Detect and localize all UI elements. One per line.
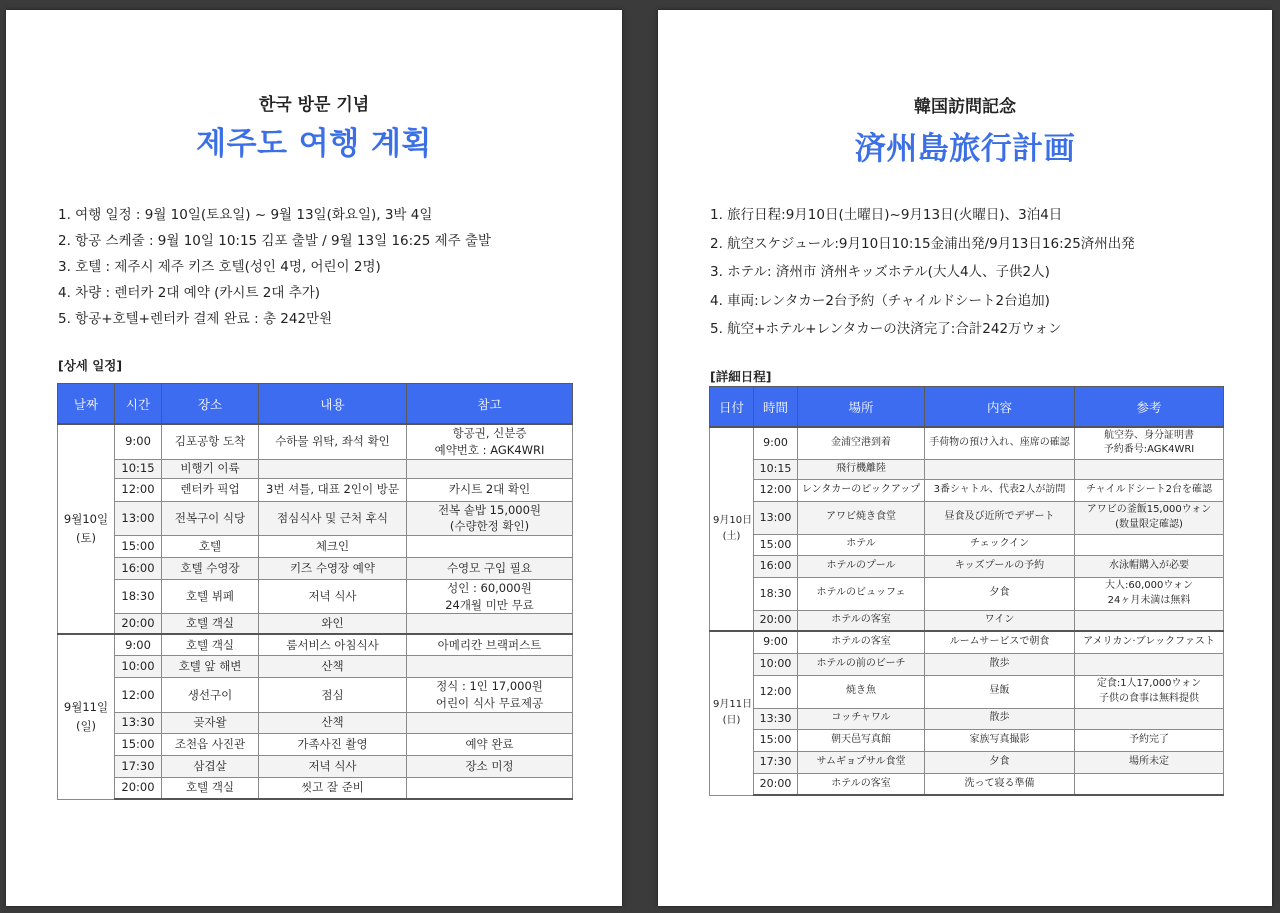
note-cell [407,478,573,501]
date-text: (日) [722,715,741,727]
note-line: 정식 : 1인 17,000원 [436,679,543,694]
trip-summary-list [58,202,491,332]
place-cell: ホテル [798,534,925,555]
content-cell: 산책 [259,712,407,733]
note-line: 予約番号:AGK4WRI [1103,444,1195,456]
document-page-japanese [658,10,1272,906]
time-cell: 13:00 [754,501,798,534]
table-row [58,733,573,755]
note-line: 수영모 구입 필요 [446,561,533,575]
place-cell: 김포공항 도착 [162,424,259,459]
summary-item: 4. 차량 : 렌터카 2대 예약 (카시트 2대 추가) [58,285,321,301]
table-row [710,427,1224,459]
summary-item: 3. ホテル: 済州市 済州キッズホテル(大人4人、子供2人) [710,264,1050,280]
time-cell: 12:00 [115,478,162,501]
note-cell [1075,577,1224,610]
note-cell [1075,427,1224,459]
content-cell: ルームサービスで朝食 [925,631,1075,653]
place-cell: 생선구이 [162,678,259,712]
place-cell: ホテルの客室 [798,610,925,631]
table-row [710,479,1224,501]
content-cell: 저녁 식사 [259,755,407,777]
note-cell [407,579,573,613]
place-cell: 朝天邑写真館 [798,729,925,751]
note-line: 24개월 미만 무료 [445,597,534,612]
summary-item: 2. 항공 스케줄 : 9월 10일 10:15 김포 출발 / 9월 13일 16:25 제주 출발 [58,233,492,249]
note-cell [407,535,573,557]
content-cell: 체크인 [259,535,407,557]
table-row [710,501,1224,534]
table-header-row [58,384,573,425]
note-line: (수량한정 확인) [449,519,530,534]
document-page-korean [6,10,622,906]
schedule-table [709,386,1224,796]
note-line: 定食:1人17,000ウォン [1096,678,1202,689]
content-cell: 3番シャトル、代表2人が訪問 [925,479,1075,501]
time-cell: 9:00 [115,424,162,459]
place-cell: 호텔 객실 [162,614,259,634]
content-cell: 昼食及び近所でデザート [925,501,1075,534]
note-cell [407,777,573,799]
note-line: チャイルドシート2台を確認 [1085,483,1213,495]
header-place: 장소 [162,384,259,425]
content-cell: 昼飯 [925,675,1075,708]
summary-item: 2. 航空スケジュール:9月10日10:15金浦出発/9月13日16:25済州出発 [710,235,1135,252]
time-cell: 13:00 [115,501,162,535]
place-cell: 비행기 이륙 [162,459,259,478]
content-cell: 점심식사 및 근처 후식 [259,501,407,535]
time-cell: 20:00 [115,614,162,634]
note-cell [1075,501,1224,534]
table-row [710,534,1224,555]
table-row [58,478,573,501]
time-cell: 16:00 [115,557,162,579]
note-cell [1075,534,1224,555]
note-line: 子供の食事は無料提供 [1099,692,1199,704]
note-line: 場所未定 [1129,755,1169,767]
time-cell: 15:00 [115,733,162,755]
note-cell [407,459,573,478]
place-cell: サムギョプサル食堂 [798,751,925,773]
time-cell: 18:30 [115,579,162,613]
time-cell: 18:30 [754,577,798,610]
note-cell [1075,459,1224,479]
place-cell: 렌터카 픽업 [162,478,259,501]
place-cell: ホテルのプール [798,555,925,577]
note-line: 아메리칸 브랙퍼스트 [437,637,542,652]
note-cell [1075,610,1224,631]
schedule-table [57,383,573,800]
place-cell: 金浦空港到着 [798,427,925,459]
note-cell [407,712,573,733]
date-cell [58,634,115,799]
note-line: 24ヶ月未満は無料 [1107,594,1191,606]
note-cell [407,656,573,678]
content-cell: 夕食 [925,751,1075,773]
table-row [58,535,573,557]
time-cell: 10:15 [115,459,162,478]
note-line: 카시트 2대 확인 [448,482,531,497]
place-cell: ホテルのビュッフェ [798,577,925,610]
note-cell [1075,708,1224,729]
note-cell [407,501,573,535]
date-text: (일) [75,718,97,733]
content-cell [925,459,1075,479]
header-content: 내용 [259,384,407,425]
time-cell: 16:00 [754,555,798,577]
summary-item: 3. 호텔 : 제주시 제주 키즈 호텔(성인 4명, 어린이 2명) [58,259,381,275]
time-cell: 13:30 [115,712,162,733]
table-row [58,777,573,799]
time-cell: 9:00 [754,427,798,459]
time-cell: 9:00 [754,631,798,653]
content-cell: 키즈 수영장 예약 [259,557,407,579]
place-cell: 호텔 객실 [162,777,259,799]
section-label: [詳細日程] [710,369,772,384]
note-cell [407,634,573,656]
content-cell: 散歩 [925,653,1075,675]
place-cell: ホテルの客室 [798,773,925,795]
note-line: 전복 솥밥 15,000원 [437,502,542,517]
place-cell: 조천읍 사진관 [162,733,259,755]
content-cell: 가족사진 촬영 [259,733,407,755]
header-content: 内容 [925,387,1075,428]
content-cell: ワイン [925,610,1075,631]
note-line: アメリカン·ブレックファスト [1083,636,1215,647]
content-cell: 룸서비스 아침식사 [259,634,407,656]
content-cell [259,459,407,478]
table-row [58,459,573,478]
table-row [58,424,573,459]
trip-summary-list [710,201,1135,344]
table-row [58,712,573,733]
note-cell [1075,653,1224,675]
table-row [710,610,1224,631]
summary-item: 1. 旅行日程:9月10日(土曜日)~9月13日(火曜日)、3泊4日 [710,207,1063,223]
time-cell: 15:00 [115,535,162,557]
section-label: [상세 일정] [58,358,123,373]
time-cell: 20:00 [115,777,162,799]
place-cell: 삼겹살 [162,755,259,777]
note-cell [407,733,573,755]
table-row [710,631,1224,653]
content-cell: 洗って寝る準備 [925,773,1075,795]
table-row [58,755,573,777]
place-cell: 焼き魚 [798,675,925,708]
time-cell: 20:00 [754,610,798,631]
note-line: (数量限定確認) [1115,518,1183,530]
header-time: 시간 [115,384,162,425]
note-cell [407,557,573,579]
place-cell: 호텔 뷔페 [162,579,259,613]
place-cell: 飛行機離陸 [798,459,925,479]
content-cell: 수하물 위탁, 좌석 확인 [259,424,407,459]
note-line: 예약번호 : AGK4WRI [434,442,545,457]
page-title: 済州島旅行計画 [854,131,1076,167]
time-cell: 10:15 [754,459,798,479]
table-row [58,678,573,712]
table-row [710,708,1224,729]
table-row [710,577,1224,610]
content-cell: 산책 [259,656,407,678]
date-text: 9月11日 [713,699,753,711]
time-cell: 20:00 [754,773,798,795]
note-cell [1075,555,1224,577]
note-line: 大人:60,000ウォン [1105,580,1193,591]
table-row [58,656,573,678]
date-text: (토) [75,530,97,545]
place-cell: レンタカーのピックアップ [798,479,925,501]
note-cell [407,614,573,634]
summary-item: 5. 航空+ホテル+レンタカーの決済完了:合計242万ウォン [710,321,1062,337]
note-line: 어린이 식사 무료제공 [435,695,544,710]
content-cell: 家族写真撮影 [925,729,1075,751]
time-cell: 10:00 [754,653,798,675]
table-row [58,557,573,579]
date-cell [710,427,754,631]
place-cell: 호텔 [162,535,259,557]
table-row [710,751,1224,773]
place-cell: 호텔 앞 해변 [162,656,259,678]
summary-item: 5. 항공+호텔+렌터카 결제 완료 : 총 242만원 [58,311,333,327]
content-cell: 手荷物の預け入れ、座席の確認 [925,427,1075,459]
place-cell: 호텔 수영장 [162,557,259,579]
note-cell [1075,729,1224,751]
content-cell: キッズプールの予約 [925,555,1075,577]
note-line: 항공권, 신분증 [452,426,527,441]
note-line: 水泳帽購入が必要 [1109,559,1189,571]
place-cell: ホテルの前のビーチ [798,653,925,675]
table-row [710,459,1224,479]
time-cell: 10:00 [115,656,162,678]
content-cell: 저녁 식사 [259,579,407,613]
header-time: 時間 [754,387,798,428]
note-line: 예약 완료 [465,736,514,751]
note-line: 장소 미정 [465,758,514,773]
time-cell: 17:30 [754,751,798,773]
header-note: 参考 [1075,387,1224,428]
date-cell [58,424,115,634]
place-cell: ホテルの客室 [798,631,925,653]
note-cell [1075,773,1224,795]
note-line: アワビの釜飯15,000ウォン [1086,504,1212,515]
summary-item: 1. 여행 일정 : 9월 10일(토요일) ~ 9월 13일(화요일), 3박 4일 [58,207,433,223]
date-cell [710,631,754,795]
header-date: 날짜 [58,384,115,425]
table-row [710,675,1224,708]
time-cell: 12:00 [115,678,162,712]
header-date: 日付 [710,387,754,428]
time-cell: 17:30 [115,755,162,777]
content-cell: チェックイン [925,534,1075,555]
note-cell [1075,631,1224,653]
note-cell [1075,675,1224,708]
time-cell: 15:00 [754,534,798,555]
date-text: 9월11일 [63,700,109,715]
table-row [58,634,573,656]
table-row [710,729,1224,751]
table-row [710,653,1224,675]
time-cell: 15:00 [754,729,798,751]
content-cell: 점심 [259,678,407,712]
date-text: 9월10일 [63,512,109,527]
content-cell: 3번 셔틀, 대표 2인이 방문 [259,478,407,501]
table-row [58,501,573,535]
table-row [710,555,1224,577]
page-subtitle: 韓国訪問記念 [914,97,1016,117]
header-place: 場所 [798,387,925,428]
content-cell: 散歩 [925,708,1075,729]
note-cell [407,755,573,777]
page-title: 제주도 여행 계획 [196,126,432,162]
page-subtitle: 한국 방문 기념 [258,95,370,115]
place-cell: 전복구이 식당 [162,501,259,535]
note-cell [407,678,573,712]
time-cell: 13:30 [754,708,798,729]
date-text: (土) [722,531,741,542]
content-cell: 씻고 잘 준비 [259,777,407,799]
time-cell: 9:00 [115,634,162,656]
note-cell [1075,751,1224,773]
place-cell: 호텔 객실 [162,634,259,656]
content-cell: 夕食 [925,577,1075,610]
date-text: 9月10日 [713,515,753,526]
note-line: 予約完了 [1129,733,1169,745]
time-cell: 12:00 [754,675,798,708]
place-cell: 곶자왈 [162,712,259,733]
summary-item: 4. 車両:レンタカー2台予約（チャイルドシート2台追加) [710,292,1050,309]
place-cell: コッチャワル [798,708,925,729]
table-header-row [710,387,1224,428]
note-line: 성인 : 60,000원 [447,580,532,595]
place-cell: アワビ焼き食堂 [798,501,925,534]
table-row [58,614,573,634]
note-cell [1075,479,1224,501]
note-cell [407,424,573,459]
table-row [58,579,573,613]
header-note: 참고 [407,384,573,425]
note-line: 航空券、身分証明書 [1104,429,1194,441]
table-row [710,773,1224,795]
content-cell: 와인 [259,614,407,634]
time-cell: 12:00 [754,479,798,501]
